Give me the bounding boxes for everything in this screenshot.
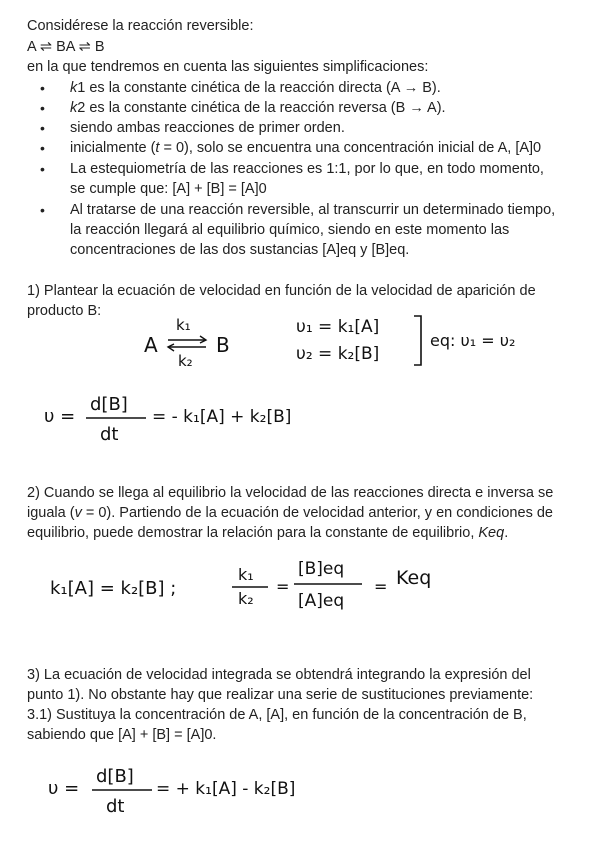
intro-line-3: en la que tendremos en cuenta las siguientes simplificaciones: xyxy=(27,59,429,75)
hw2-keq: Keq xyxy=(396,567,432,589)
q3-line-3: 3.1) Sustituya la concentración de A, [A], en función de la concentración de B, xyxy=(27,707,527,723)
hw1-B: B xyxy=(216,333,230,357)
bullet-6-line-2: la reacción llegará al equilibrio químico, siendo en este momento las xyxy=(70,222,510,238)
hw1-rhs: = - k₁[A] + k₂[B] xyxy=(152,407,292,427)
hw1-k1: k₁ xyxy=(176,316,191,334)
intro-text: Considérese la xyxy=(27,18,128,34)
hw3-den: dt xyxy=(106,796,125,817)
bullet-1-sub: 1 xyxy=(77,80,86,96)
hw2-lhs: k₁[A] = k₂[B] ; xyxy=(50,578,177,599)
bullet-4-var: t xyxy=(155,140,160,156)
bullet-5-line-2: se cumple que: [A] + [B] = [A]0 xyxy=(70,181,267,197)
bullet-1-text: es la constante cinética de la reacción directa (A → B). xyxy=(85,80,441,96)
q2-line-3 xyxy=(27,523,508,543)
hw1-den: dt xyxy=(100,424,119,445)
q2-var-v: v xyxy=(74,505,82,521)
hw1-v1: υ₁ = k₁[A] xyxy=(296,317,380,337)
bullet-2-var: k xyxy=(70,100,78,116)
hw1-v: υ = xyxy=(44,406,76,427)
q2-text: = 0). Partiendo de la ecuación de velocidad anterior, y en condiciones de xyxy=(81,505,553,521)
q1-line-2: producto B: xyxy=(27,303,102,319)
q1-line-1: 1) Plantear la ecuación de velocidad en función de la velocidad de aparición de xyxy=(27,283,536,299)
q3-line-2: punto 1). No obstante hay que realizar una serie de sustituciones previamente: xyxy=(27,687,534,703)
bullet-1-var: k xyxy=(70,80,78,96)
hw1-A: A xyxy=(144,333,158,357)
bullet-6-line-3: concentraciones de las dos sustancias [A]eq y [B]eq. xyxy=(70,242,410,258)
bullet-dot: • xyxy=(40,80,45,96)
hw3-num: d[B] xyxy=(96,766,134,787)
bullet-3: siendo ambas reacciones de primer orden. xyxy=(70,120,345,136)
q3-line-1: 3) La ecuación de velocidad integrada se obtendrá integrando la expresión del xyxy=(27,667,531,683)
intro-highlight: reacción reversible xyxy=(127,18,250,34)
hw1-k2: k₂ xyxy=(178,352,193,370)
hw3-v: υ = xyxy=(48,778,80,799)
bullet-6-line-1: Al tratarse de una reacción reversible, al transcurrir un determinado tiempo, xyxy=(70,202,556,218)
bullet-5-line-1: La estequiometría de las reacciones es 1:1, por lo que, en todo momento, xyxy=(70,161,544,177)
q2-var-keq: Keq xyxy=(478,525,505,541)
bullet-dot: • xyxy=(40,161,45,177)
q2-text: iguala ( xyxy=(27,505,75,521)
hw2-gn: [B]eq xyxy=(298,559,345,579)
bullet-dot: • xyxy=(40,202,45,218)
bullet-4-post: = 0), solo se encuentra una concentración inicial de A, [A]0 xyxy=(159,140,542,156)
bullet-2-text: es la constante cinética de la reacción reversa (B → A). xyxy=(85,100,446,116)
hw1-v2: υ₂ = k₂[B] xyxy=(296,344,380,364)
hw2-eq2: = xyxy=(374,577,388,596)
q2-line-1: 2) Cuando se llega al equilibrio la velocidad de las reacciones directa e inversa se xyxy=(27,485,554,501)
hw2-eq1: = xyxy=(276,577,290,596)
hw3-rhs: = + k₁[A] - k₂[B] xyxy=(156,779,296,799)
reaction-line: A ⇌ BA ⇌ B xyxy=(27,39,105,55)
q3-line-4: sabiendo que [A] + [B] = [A]0. xyxy=(27,727,217,743)
bullet-2-sub: 2 xyxy=(77,100,86,116)
intro-colon: : xyxy=(249,18,254,34)
bracket xyxy=(414,316,421,365)
hw1-eq: eq: υ₁ = υ₂ xyxy=(430,331,516,350)
hw2-fn: k₁ xyxy=(238,565,254,584)
bullet-dot: • xyxy=(40,100,45,116)
hw2-fd: k₂ xyxy=(238,589,254,608)
hw2-gd: [A]eq xyxy=(298,591,345,611)
q2-text: . xyxy=(504,525,509,541)
hw1-num: d[B] xyxy=(90,394,128,415)
bullet-4-pre: inicialmente ( xyxy=(70,140,156,156)
q2-line-2 xyxy=(27,503,553,523)
bullet-dot: • xyxy=(40,120,45,136)
bullet-dot: • xyxy=(40,140,45,156)
q2-text: equilibrio, puede demostrar la relación para la constante de equilibrio, xyxy=(27,525,479,541)
